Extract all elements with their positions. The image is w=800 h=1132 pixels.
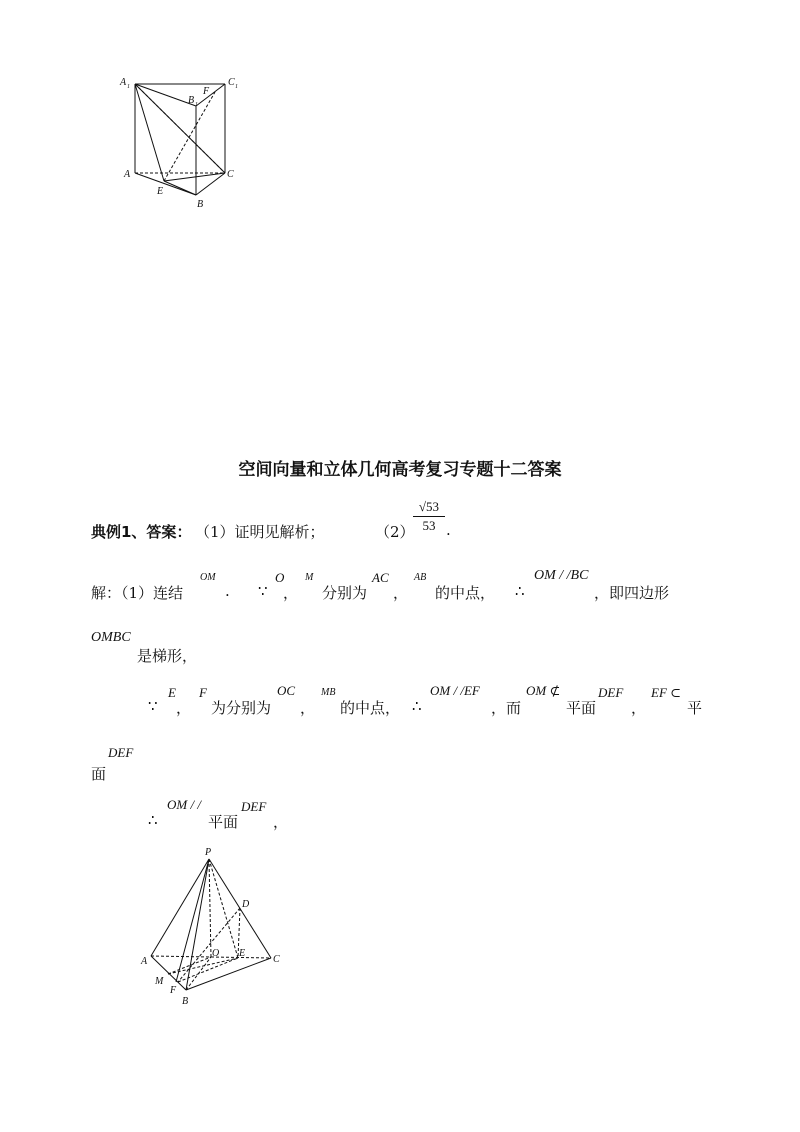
fraction-denominator: 53 (422, 518, 436, 533)
prism-diagram (115, 70, 245, 210)
line3-because: ∵ (148, 697, 158, 715)
example1-part2-prefix: （2） (375, 523, 415, 541)
line3-OM-not-subset: OM ⊄ (526, 683, 561, 698)
tetrahedron-diagram (135, 842, 285, 1012)
line1-tail: ，即四边形 (594, 584, 670, 602)
line5-therefore: ∴ (148, 811, 158, 829)
label-A: A (124, 169, 131, 180)
line3-zhongdian: 的中点， (340, 699, 401, 717)
label-F: F (203, 86, 210, 97)
line4-DEF: DEF (108, 745, 134, 760)
line1-OM: OM (200, 572, 216, 583)
line5-DEF: DEF (241, 799, 267, 814)
line1-AB: AB (414, 572, 427, 583)
line2-OMBC: OMBC (91, 630, 131, 645)
tetrahedron-figure (135, 842, 285, 1012)
line1-M: M (305, 572, 314, 583)
line3-therefore: ∴ (412, 697, 422, 715)
line1-O: O (275, 570, 285, 585)
line2-tail: 是梯形， (137, 647, 198, 665)
line3-pingmian: 平面 (566, 699, 597, 717)
line3-DEF: DEF (598, 685, 624, 700)
line1-therefore: ∴ (515, 582, 525, 600)
line1-dot: . (225, 582, 230, 600)
example1-period: . (446, 521, 451, 539)
label-C: C (227, 169, 234, 180)
label-B: B (197, 199, 204, 210)
line1-OM-parallel-BC: OM / /BC (534, 568, 589, 583)
line5-comma: ， (273, 813, 289, 831)
line3-OM-parallel-EF: OM / /EF (430, 683, 480, 698)
line1-comma1: ， (283, 584, 299, 602)
line1-because: ∵ (258, 582, 268, 600)
label-B1: B (188, 95, 195, 106)
fraction-numerator: √53 (413, 499, 445, 517)
line3-MB: MB (321, 687, 336, 698)
line3-comma3: ， (631, 699, 647, 717)
page-title: 空间向量和立体几何高考复习专题十二答案 (238, 460, 562, 480)
line1-fenbie: 分别为 (322, 584, 368, 602)
fraction-sqrt53-over-53 (413, 499, 445, 534)
label-A1-sub: 1 (127, 84, 130, 90)
label-C1: C (228, 77, 235, 88)
line5-pingmian: 平面 (208, 813, 239, 831)
label-O: O (212, 948, 220, 959)
line1-comma2: ， (393, 584, 409, 602)
example1-part1: （1）证明见解析； (195, 523, 325, 541)
line3-comma1: ， (176, 699, 192, 717)
line3-ping: 平 (687, 699, 703, 717)
line1-jie: 解：（1）连结 (91, 584, 184, 602)
example1-label: 典例1、答案： (91, 523, 192, 541)
label-M: M (155, 976, 164, 987)
line4-mian: 面 (91, 765, 107, 783)
line3-fenbie: 为分别为 (211, 699, 272, 717)
line3-OC: OC (277, 683, 296, 698)
line3-er: ，而 (491, 699, 522, 717)
line1-AC: AC (372, 570, 389, 585)
prism-figure (115, 70, 245, 210)
line1-zhongdian: 的中点， (435, 584, 496, 602)
label-P: P (205, 847, 212, 858)
line3-comma2: ， (300, 699, 316, 717)
label-B: B (182, 996, 189, 1007)
label-B1-sub: 1 (195, 102, 198, 108)
label-D: D (242, 899, 250, 910)
label-E: E (239, 948, 246, 959)
line3-F: F (199, 685, 207, 700)
label-E: E (157, 186, 164, 197)
label-F: F (170, 985, 177, 996)
label-A1: A (120, 77, 127, 88)
label-C: C (273, 954, 280, 965)
line3-E: E (168, 685, 176, 700)
label-C1-sub: 1 (235, 84, 238, 90)
line3-EF-subset: EF ⊂ (651, 685, 682, 700)
label-A: A (141, 956, 148, 967)
line5-OM-parallel: OM / / (167, 797, 201, 812)
